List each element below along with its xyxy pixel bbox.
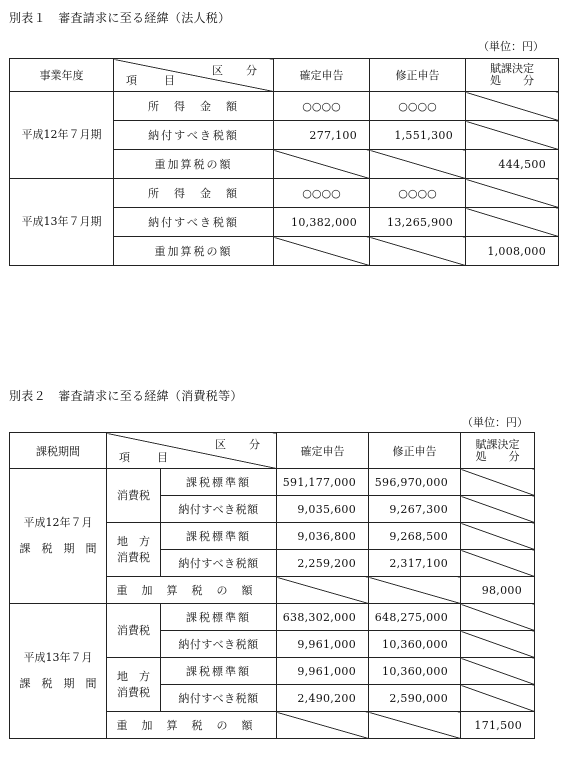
table2-value-cell: 98,000: [461, 577, 535, 604]
table2-value-cell: 2,490,200: [277, 685, 369, 712]
table2-subgroup-consumption: 消費税: [107, 469, 161, 523]
table1-value-cell: 444,500: [466, 150, 559, 179]
table2-header-col3: [461, 433, 535, 469]
table1-value-cell: 13,265,900: [370, 208, 466, 237]
table2-empty-cell: [461, 469, 535, 496]
table2-value-cell: 596,970,000: [369, 469, 461, 496]
table2-value-cell: 2,317,100: [369, 550, 461, 577]
table2-empty-cell: [461, 604, 535, 631]
table1: [9, 58, 559, 266]
table1-header-kubun: 区 分: [212, 64, 263, 77]
table1-item-cell: 所 得 金 額: [114, 92, 274, 121]
table2-item-cell: 納付すべき税額: [161, 550, 277, 577]
table2-value-cell: 2,590,000: [369, 685, 461, 712]
table2-header-col2: 修正申告: [369, 433, 461, 469]
table1-header-col3-line2: 処 分: [490, 74, 534, 87]
table2-header-col3-line1: 賦課決定: [475, 437, 520, 451]
table2-empty-cell: [461, 631, 535, 658]
table1-header-diagonal: [114, 59, 274, 92]
table2-value-cell: 9,036,800: [277, 523, 369, 550]
table2-empty-cell: [277, 712, 369, 739]
table2-header-col3-line2: 処 分: [475, 449, 520, 463]
table2-value-cell: 648,275,000: [369, 604, 461, 631]
table1-header-row: [10, 59, 559, 92]
table2-empty-cell: [461, 685, 535, 712]
table2-period-line2: 課 税 期 間: [19, 542, 97, 555]
table2-value-cell: 2,259,200: [277, 550, 369, 577]
table2-empty-cell: [461, 496, 535, 523]
table1-period-cell: 平成13年７月期: [10, 179, 114, 266]
table2-item-cell: 重加算税の額: [107, 712, 277, 739]
table1-empty-cell: [370, 237, 466, 266]
table1-unit: （単位：円）: [478, 40, 544, 53]
table-row: [10, 179, 559, 208]
table2-empty-cell: [277, 577, 369, 604]
table1-value-cell: ○○○○: [274, 179, 370, 208]
table2-period-line1: 平成13年７月: [23, 651, 93, 664]
table2-period-line2: 課 税 期 間: [19, 677, 97, 690]
table2-subgroup-local-line1: 地 方: [117, 669, 150, 683]
table1-header-period: 事業年度: [10, 59, 114, 92]
table1-item-cell: 重加算税の額: [114, 237, 274, 266]
table1-header-col2: 修正申告: [370, 59, 466, 92]
table2-period-line1: 平成12年７月: [23, 516, 93, 529]
table2-period-cell: [10, 604, 107, 739]
table1-value-cell: 10,382,000: [274, 208, 370, 237]
table2-value-cell: 171,500: [461, 712, 535, 739]
table2-empty-cell: [369, 712, 461, 739]
table2-value-cell: 9,961,000: [277, 658, 369, 685]
table1-empty-cell: [466, 208, 559, 237]
table-row: [10, 604, 535, 631]
table-row: [10, 469, 535, 496]
table2-item-cell: 課税標準額: [161, 469, 277, 496]
table2-item-cell: 納付すべき税額: [161, 496, 277, 523]
table2-header-kubun: 区 分: [215, 438, 266, 451]
table1-empty-cell: [274, 237, 370, 266]
table1-header-col1: 確定申告: [274, 59, 370, 92]
table2-empty-cell: [461, 658, 535, 685]
table1-title: 別表１ 審査請求に至る経緯（法人税）: [9, 11, 231, 25]
table2-subgroup-consumption: 消費税: [107, 604, 161, 658]
table1-empty-cell: [274, 150, 370, 179]
table2-value-cell: 9,961,000: [277, 631, 369, 658]
table2-empty-cell: [461, 523, 535, 550]
table2-subgroup-local: [107, 523, 161, 577]
table2-value-cell: 638,302,000: [277, 604, 369, 631]
table2-value-cell: 10,360,000: [369, 658, 461, 685]
table1-item-cell: 重加算税の額: [114, 150, 274, 179]
table2: [9, 432, 535, 739]
table1-value-cell: ○○○○: [274, 92, 370, 121]
table2-subgroup-local-line2: 消費税: [117, 685, 150, 699]
table2-item-cell: 納付すべき税額: [161, 631, 277, 658]
table2-header-col1: 確定申告: [277, 433, 369, 469]
table2-header-komoku: 項 目: [119, 451, 176, 464]
table1-value-cell: 1,008,000: [466, 237, 559, 266]
table1-empty-cell: [466, 121, 559, 150]
table2-value-cell: 9,268,500: [369, 523, 461, 550]
table1-item-cell: 納付すべき税額: [114, 208, 274, 237]
table2-item-cell: 課税標準額: [161, 523, 277, 550]
table2-value-cell: 591,177,000: [277, 469, 369, 496]
table2-item-cell: 納付すべき税額: [161, 685, 277, 712]
table2-value-cell: 10,360,000: [369, 631, 461, 658]
table1-value-cell: 277,100: [274, 121, 370, 150]
table2-value-cell: 9,035,600: [277, 496, 369, 523]
table2-value-cell: 9,267,300: [369, 496, 461, 523]
table1-period-cell: 平成12年７月期: [10, 92, 114, 179]
table2-subgroup-local-line1: 地 方: [117, 534, 150, 548]
table2-empty-cell: [369, 577, 461, 604]
table2-item-cell: 課税標準額: [161, 658, 277, 685]
table1-value-cell: 1,551,300: [370, 121, 466, 150]
table1-empty-cell: [370, 150, 466, 179]
table2-header-diagonal: [107, 433, 277, 469]
table1-empty-cell: [466, 179, 559, 208]
table1-value-cell: ○○○○: [370, 179, 466, 208]
table1-header-col3: [466, 59, 559, 92]
table1-value-cell: ○○○○: [370, 92, 466, 121]
table1-header-komoku: 項 目: [126, 74, 183, 87]
table-row: [10, 92, 559, 121]
table2-item-cell: 重加算税の額: [107, 577, 277, 604]
table2-header-row: [10, 433, 535, 469]
table2-empty-cell: [461, 550, 535, 577]
table2-title: 別表２ 審査請求に至る経緯（消費税等）: [9, 389, 243, 403]
table2-header-period: 課税期間: [10, 433, 107, 469]
table2-subgroup-local-line2: 消費税: [117, 550, 150, 564]
table1-header-col3-line1: 賦課決定: [490, 62, 534, 75]
table2-subgroup-local: [107, 658, 161, 712]
table1-item-cell: 所 得 金 額: [114, 179, 274, 208]
table2-item-cell: 課税標準額: [161, 604, 277, 631]
table1-empty-cell: [466, 92, 559, 121]
table2-period-cell: [10, 469, 107, 604]
table2-unit: （単位：円）: [462, 416, 528, 429]
table1-item-cell: 納付すべき税額: [114, 121, 274, 150]
